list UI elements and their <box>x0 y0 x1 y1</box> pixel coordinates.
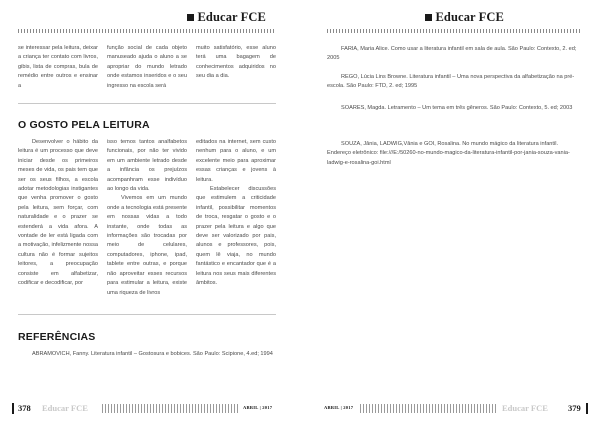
page-number: 379 <box>568 403 581 413</box>
references-divider <box>18 314 276 315</box>
footer-stripe <box>102 404 240 413</box>
paragraph: Desenvolver o hábito da leitura é um processo que deve iniciar desde os primeiros meses de vida, os pais tem que ser os seus filhos, a escola adotar metodologias instigantes que venha promover o gosto pela leitura, sem forçar, com naturalidade e o prazer se estenderá a vida afora. A vontade de ler está ligada com a motivação, infelizmente nossa cultura não é formar sujeitos leitores, a preocupação consiste em alfabetizar, codificar e decodificar, por <box>18 139 98 287</box>
left-header <box>187 10 267 24</box>
section-divider <box>18 103 276 104</box>
header-stripe <box>18 29 276 33</box>
footer-brand: Educar FCE <box>42 403 88 413</box>
footer-stripe <box>360 404 498 413</box>
paragraph: editados na internet, sem custo nenhum para o aluno, e um excelente meio para aproximar essas crianças e jovens à leitura. <box>196 139 276 183</box>
section-col-2 <box>107 138 187 298</box>
continued-col-1 <box>18 44 98 91</box>
reference-text: SOARES, Magda. Letramento – Um tema em três gêneros. São Paulo: Contexto, 5. ed; 2003 <box>341 105 573 111</box>
reference-entry <box>327 104 581 113</box>
paragraph: Vivemos em um mundo onde a tecnologia está presente em nossas vidas a todo instante, onde todas as informações são trocadas por meio de celulares, computadores, iphone, ipad, tablete entre outras, e porque não aproveitar esses recursos para estimular a leitura, existe uma riqueza de livros <box>107 195 187 296</box>
continued-text-columns <box>18 44 276 91</box>
reference-entry <box>327 140 581 168</box>
paragraph: Estabelecer discussões que estimulem a criticidade infantil, possibilitar momentos de troca, resgatar o gosto e o prazer pela leitura e algo que deve ser valorizado por pais, alunos e professores, pois, quem lê viaja, no mundo fantástico e encantador que é a leitura nos seus mais diferentes âmbitos. <box>196 186 276 287</box>
header-brand: Educar FCE <box>197 9 266 24</box>
page-number: 378 <box>18 403 31 413</box>
section-col-3 <box>196 138 276 298</box>
reference-entry <box>327 45 581 64</box>
reference-text: SOUZA, Jânia, LADWIG,Vânia e GOI, Rosalina. No mundo mágico da literatura infantil. Endereço eletrônico: file:///E:/50260-no-mundo-magico-da-literatura-infantil-por-jania-souza-vania-ladwig-e-rosalina-goi.html <box>327 141 570 166</box>
reference-text: FARIA, Maria Alice. Como usar a literatura infantil em sala de aula. São Paulo: Contexto, 2. ed; 2005 <box>327 46 577 62</box>
continued-col-3 <box>196 44 276 91</box>
right-page <box>300 0 600 424</box>
section-text-columns <box>18 138 276 298</box>
header-brand: Educar FCE <box>435 9 504 24</box>
paragraph: função social de cada objeto manuseado ajuda o aluno a se apropriar do mundo letrado onde estamos inseridos e o seu ingresso na escola será <box>107 45 187 89</box>
footer-bar <box>12 403 14 414</box>
footer-bar <box>586 403 588 414</box>
continued-col-2 <box>107 44 187 91</box>
header-square-icon <box>187 14 194 21</box>
section-title: O GOSTO PELA LEITURA <box>18 119 150 131</box>
section-col-1 <box>18 138 98 298</box>
reference-text: REGO, Lúcia Lins Browne. Literatura infantil – Uma nova perspectiva da alfabetização na pré-escola. São Paulo: FTD, 2. ed; 1995 <box>327 74 575 90</box>
paragraph: muito satisfatório, esse aluno terá uma bagagem de conhecimentos adquiridos no seu dia a dia. <box>196 45 276 80</box>
footer-date: ABRIL | 2017 <box>324 405 354 410</box>
header-square-icon <box>425 14 432 21</box>
reference-text: ABRAMOVICH, Fanny. Literatura infantil – Gostosura e bobices. São Paulo: Scipione, 4.ed; 1994 <box>32 351 273 357</box>
references-title: REFERÊNCIAS <box>18 331 96 343</box>
footer-brand: Educar FCE <box>502 403 548 413</box>
reference-entry <box>327 73 581 92</box>
right-header <box>425 10 505 24</box>
reference-entry <box>18 350 276 359</box>
footer-date: ABRIL | 2017 <box>243 405 273 410</box>
paragraph: se interessar pela leitura, deixar a criança ter contato com livros, gibis, lista de compras, bula de remédio entre outros e ensinar a <box>18 45 98 89</box>
paragraph: isso temos tantos analfabetos funcionais, por não ter vivido em um ambiente letrado desde a infância os prejuízos acompanhram esse indivíduo ao longo da vida. <box>107 139 187 193</box>
header-stripe <box>327 29 581 33</box>
